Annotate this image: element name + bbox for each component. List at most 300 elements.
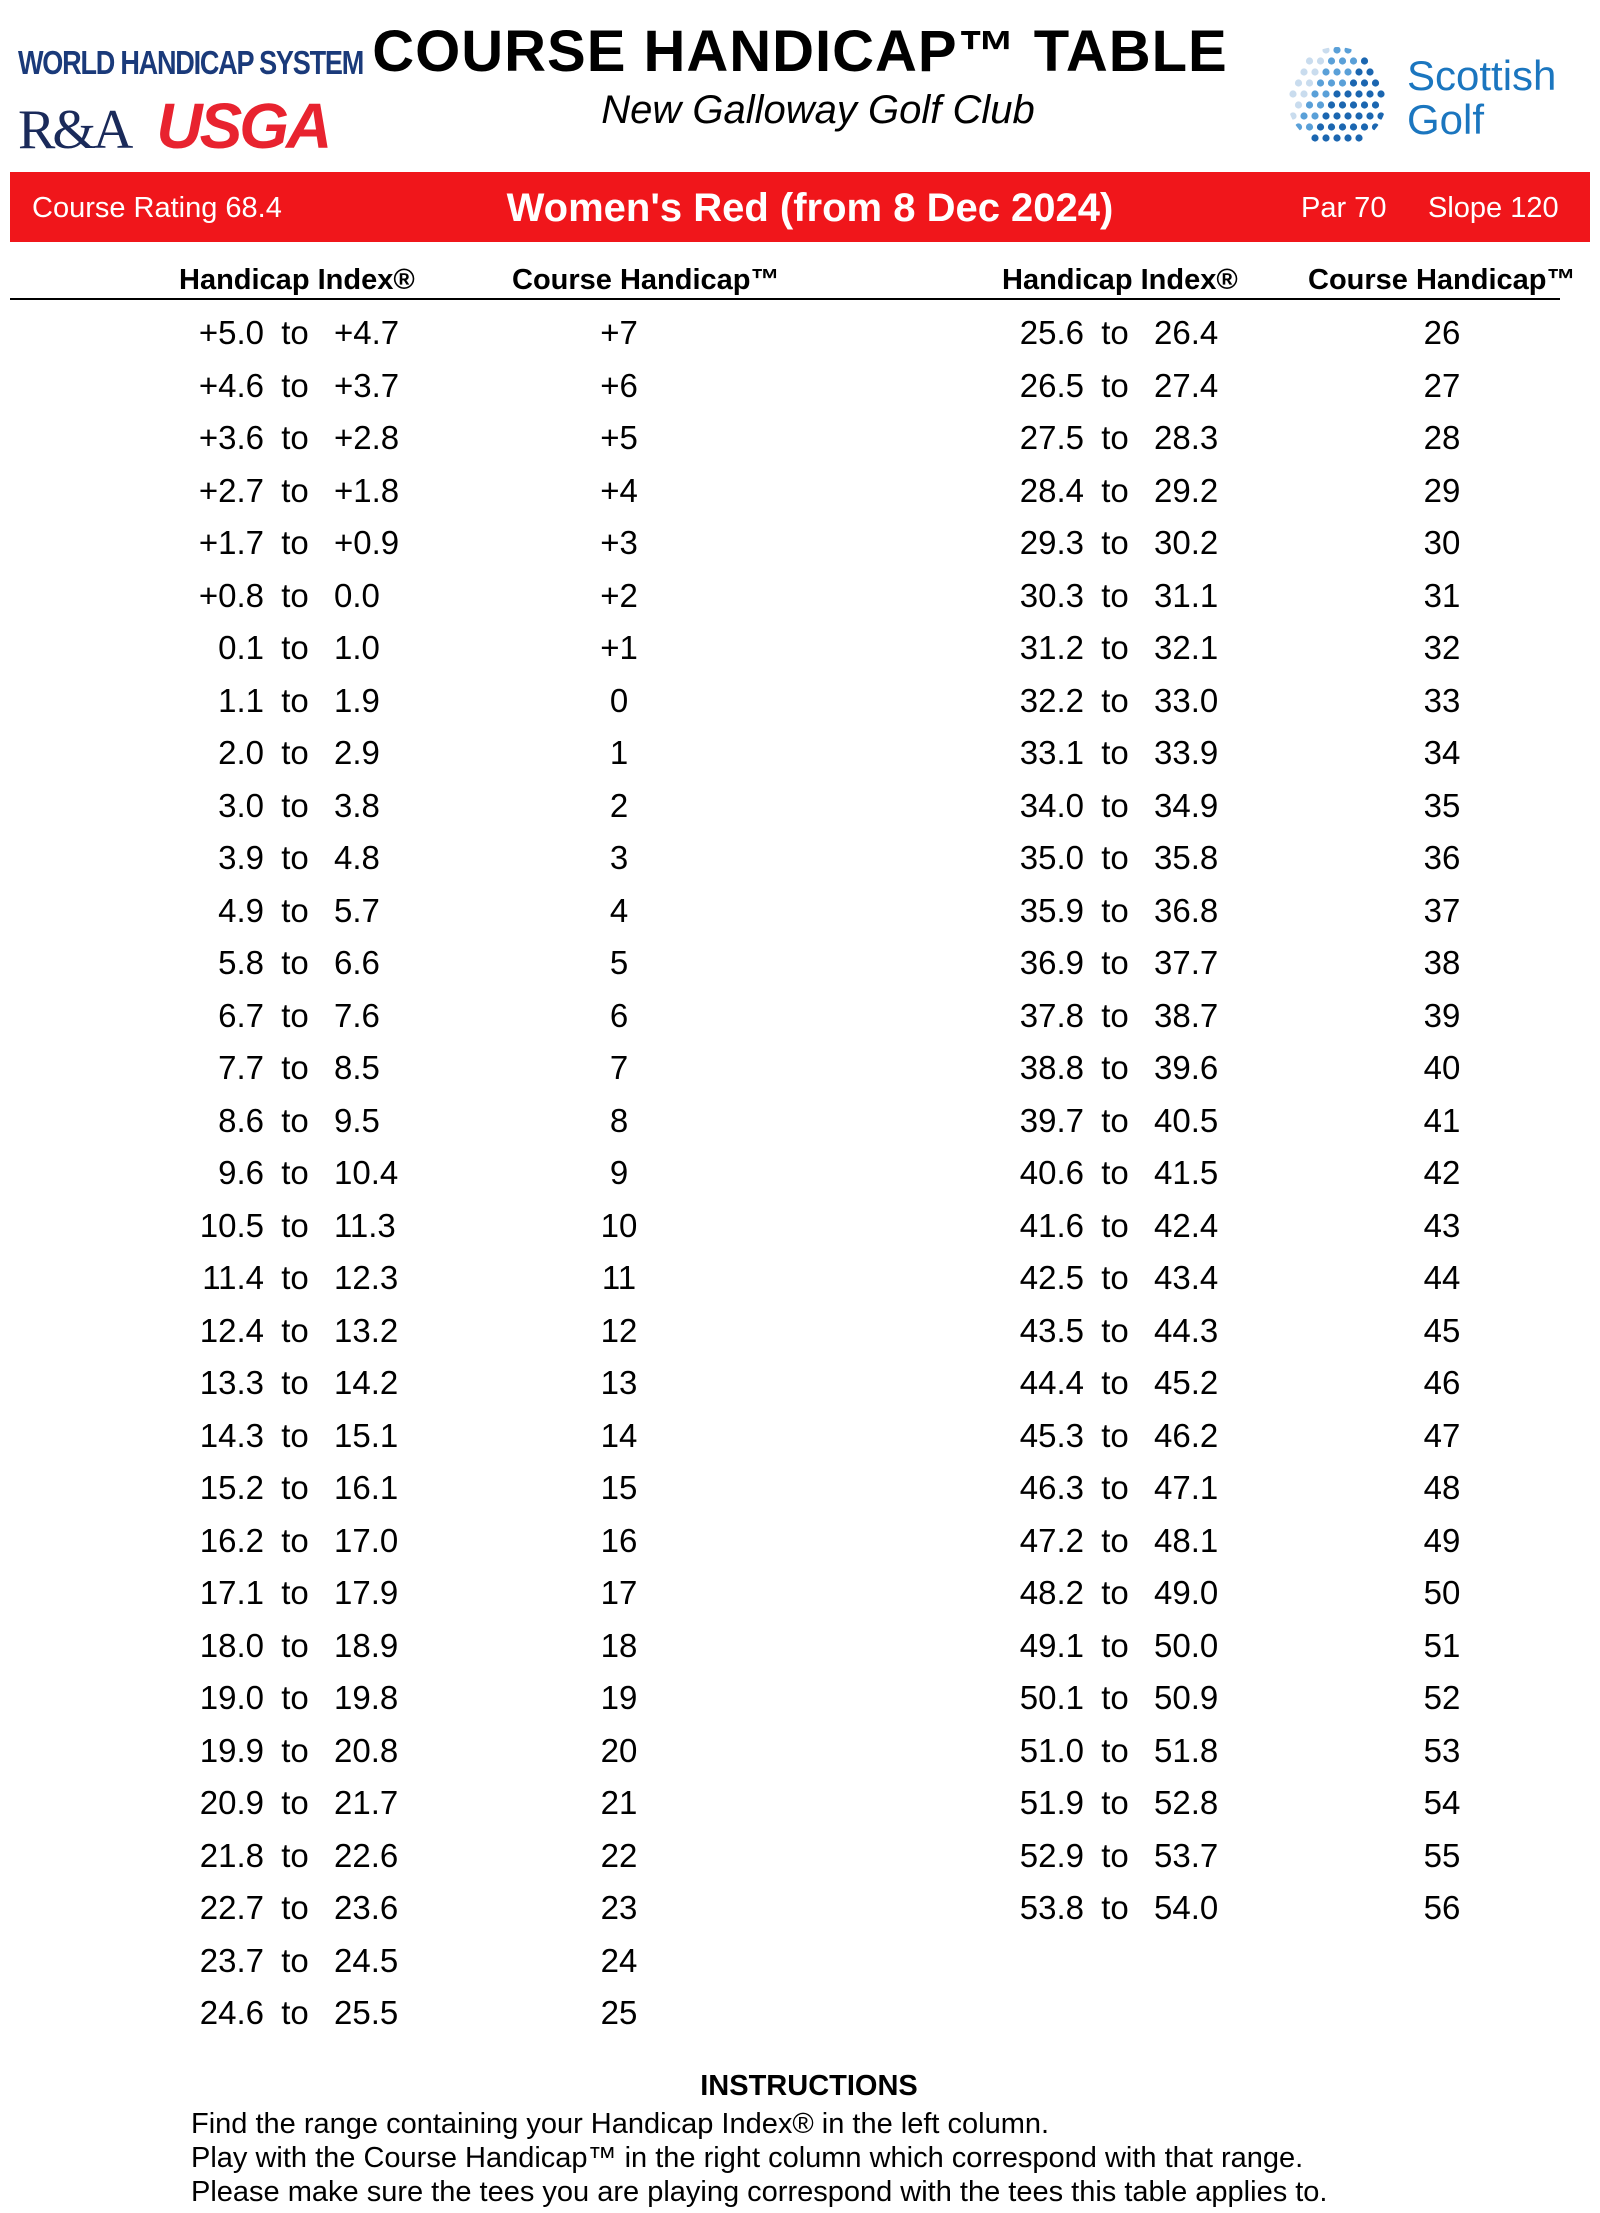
index-to: 54.0 xyxy=(1154,1889,1219,1926)
instruction-line-1: Find the range containing your Handicap Index® in the left column. xyxy=(191,2108,1050,2140)
course-handicap-value: +1 xyxy=(600,629,638,666)
index-from: 0.1 xyxy=(218,629,264,666)
table-row xyxy=(954,1152,1554,1205)
index-from: 53.8 xyxy=(1019,1889,1084,1926)
table-row xyxy=(954,1362,1554,1415)
index-from: 3.9 xyxy=(218,839,264,876)
index-from: +0.8 xyxy=(198,576,264,614)
index-from: 45.3 xyxy=(1019,1416,1084,1454)
index-to: 12.3 xyxy=(334,1259,399,1296)
course-handicap-value: 51 xyxy=(1423,1626,1461,1664)
handicap-table-left xyxy=(134,312,734,2045)
course-handicap-value: 2 xyxy=(609,786,629,824)
index-from: 34.0 xyxy=(1019,786,1084,824)
instruction-line-2: Play with the Course Handicap™ in the right column which correspond with that range. xyxy=(191,2142,1304,2174)
index-to: 25.5 xyxy=(334,1994,399,2031)
course-handicap-value: 33 xyxy=(1423,681,1461,719)
index-from: 27.5 xyxy=(1019,419,1084,456)
course-handicap-value: 43 xyxy=(1423,1206,1461,1244)
to-word: to xyxy=(1101,786,1129,824)
index-from: 46.3 xyxy=(1019,1469,1084,1506)
index-to: 17.9 xyxy=(334,1574,399,1611)
table-row xyxy=(134,417,734,470)
course-handicap-value: 3 xyxy=(609,839,629,876)
index-from: 4.9 xyxy=(218,891,264,929)
to-word: to xyxy=(281,1679,309,1716)
to-word: to xyxy=(281,1101,309,1139)
index-from: 38.8 xyxy=(1019,1049,1084,1086)
index-to: +4.7 xyxy=(334,314,400,351)
index-from: 35.0 xyxy=(1019,839,1084,876)
course-handicap-value: 1 xyxy=(609,734,629,771)
index-to: 36.8 xyxy=(1154,891,1219,929)
course-handicap-value: +6 xyxy=(600,366,638,404)
index-from: +2.7 xyxy=(198,471,264,509)
to-word: to xyxy=(1101,471,1129,509)
to-word: to xyxy=(1101,1364,1129,1401)
to-word: to xyxy=(1101,1206,1129,1244)
course-handicap-value: 13 xyxy=(600,1364,638,1401)
table-row xyxy=(954,627,1554,680)
table-row xyxy=(954,1782,1554,1835)
index-to: 43.4 xyxy=(1154,1259,1219,1296)
course-handicap-value: 50 xyxy=(1423,1574,1461,1611)
tee-info-band xyxy=(10,172,1590,242)
index-from: 51.0 xyxy=(1019,1731,1084,1769)
index-from: 42.5 xyxy=(1019,1259,1084,1296)
index-to: 22.6 xyxy=(334,1836,399,1874)
handicap-table-right xyxy=(954,312,1554,1940)
index-to: 2.9 xyxy=(334,734,380,771)
to-word: to xyxy=(1101,1836,1129,1874)
to-word: to xyxy=(1101,681,1129,719)
to-word: to xyxy=(281,1784,309,1821)
table-row xyxy=(954,1835,1554,1888)
table-row xyxy=(134,522,734,575)
index-from: 19.0 xyxy=(199,1679,264,1716)
course-handicap-value: 32 xyxy=(1423,629,1461,666)
to-word: to xyxy=(281,1889,309,1926)
index-from: 10.5 xyxy=(199,1206,264,1244)
to-word: to xyxy=(281,1574,309,1611)
course-handicap-value: 22 xyxy=(600,1836,638,1874)
to-word: to xyxy=(1101,314,1129,351)
table-row xyxy=(954,1205,1554,1258)
course-handicap-value: 47 xyxy=(1423,1416,1461,1454)
index-to: 4.8 xyxy=(334,839,380,876)
to-word: to xyxy=(1101,1049,1129,1086)
table-row xyxy=(134,1992,734,2045)
usga-logo: USGA xyxy=(156,90,330,162)
index-to: 47.1 xyxy=(1154,1469,1219,1506)
index-to: +1.8 xyxy=(334,471,400,509)
index-to: 1.9 xyxy=(334,681,380,719)
course-handicap-value: 49 xyxy=(1423,1521,1461,1559)
to-word: to xyxy=(1101,839,1129,876)
index-from: +1.7 xyxy=(198,524,264,561)
to-word: to xyxy=(1101,1469,1129,1506)
table-row xyxy=(134,732,734,785)
index-to: 27.4 xyxy=(1154,366,1219,404)
table-row xyxy=(134,1887,734,1940)
table-row xyxy=(134,785,734,838)
index-from: 20.9 xyxy=(199,1784,264,1821)
index-from: 25.6 xyxy=(1019,314,1084,351)
index-to: 33.0 xyxy=(1154,681,1219,719)
slope-value: Slope 120 xyxy=(1428,192,1559,224)
table-row xyxy=(134,1572,734,1625)
to-word: to xyxy=(281,1994,309,2031)
course-handicap-value: 28 xyxy=(1423,419,1461,456)
to-word: to xyxy=(281,734,309,771)
table-row xyxy=(954,837,1554,890)
to-word: to xyxy=(281,1469,309,1506)
course-handicap-value: 36 xyxy=(1423,839,1461,876)
index-from: 13.3 xyxy=(199,1364,264,1401)
table-row xyxy=(134,1467,734,1520)
course-handicap-value: 11 xyxy=(601,1259,637,1296)
table-row xyxy=(134,1835,734,1888)
index-from: 44.4 xyxy=(1019,1364,1084,1401)
table-row xyxy=(134,1100,734,1153)
index-from: 2.0 xyxy=(218,734,264,771)
index-to: 41.5 xyxy=(1154,1154,1219,1191)
index-to: 5.7 xyxy=(334,891,380,929)
index-from: 35.9 xyxy=(1019,891,1084,929)
course-rating: Course Rating 68.4 xyxy=(32,192,282,224)
to-word: to xyxy=(281,1416,309,1454)
header-rule-left xyxy=(10,298,420,300)
to-word: to xyxy=(281,1941,309,1979)
index-from: 49.1 xyxy=(1019,1626,1084,1664)
to-word: to xyxy=(1101,366,1129,404)
index-from: 47.2 xyxy=(1019,1521,1084,1559)
course-handicap-value: 56 xyxy=(1423,1889,1461,1926)
index-from: 11.4 xyxy=(202,1259,264,1296)
course-handicap-value: +5 xyxy=(600,419,638,456)
index-from: 48.2 xyxy=(1019,1574,1084,1611)
index-from: 23.7 xyxy=(199,1941,264,1979)
index-to: 19.8 xyxy=(334,1679,399,1716)
to-word: to xyxy=(1101,629,1129,666)
table-row xyxy=(954,1310,1554,1363)
to-word: to xyxy=(281,1206,309,1244)
index-to: 48.1 xyxy=(1154,1521,1219,1559)
to-word: to xyxy=(1101,524,1129,561)
course-handicap-value: 9 xyxy=(609,1154,629,1191)
index-to: 53.7 xyxy=(1154,1836,1219,1874)
index-to: 15.1 xyxy=(334,1416,399,1454)
index-to: 16.1 xyxy=(334,1469,399,1506)
to-word: to xyxy=(1101,419,1129,456)
index-from: 22.7 xyxy=(199,1889,264,1926)
club-name: New Galloway Golf Club xyxy=(601,88,1035,132)
header-course-handicap-left: Course Handicap™ xyxy=(512,264,780,296)
index-from: 32.2 xyxy=(1019,681,1084,719)
index-to: +0.9 xyxy=(334,524,400,561)
table-row xyxy=(954,1257,1554,1310)
to-word: to xyxy=(281,944,309,981)
index-to: 32.1 xyxy=(1154,629,1219,666)
to-word: to xyxy=(1101,1626,1129,1664)
table-row xyxy=(954,1625,1554,1678)
to-word: to xyxy=(1101,734,1129,771)
index-to: 20.8 xyxy=(334,1731,399,1769)
index-to: 1.0 xyxy=(334,629,380,666)
index-to: 39.6 xyxy=(1154,1049,1219,1086)
to-word: to xyxy=(281,1731,309,1769)
index-from: 28.4 xyxy=(1019,471,1084,509)
course-handicap-value: 30 xyxy=(1423,524,1461,561)
to-word: to xyxy=(281,366,309,404)
to-word: to xyxy=(281,419,309,456)
index-from: 15.2 xyxy=(199,1469,264,1506)
course-handicap-value: +3 xyxy=(600,524,638,561)
index-from: 1.1 xyxy=(218,681,264,719)
course-handicap-value: +4 xyxy=(600,471,638,509)
header-handicap-index-right: Handicap Index® xyxy=(1002,264,1238,296)
index-from: 24.6 xyxy=(199,1994,264,2031)
to-word: to xyxy=(1101,1101,1129,1139)
table-row xyxy=(134,1730,734,1783)
table-row xyxy=(954,680,1554,733)
course-handicap-value: +7 xyxy=(600,314,638,351)
to-word: to xyxy=(1101,1259,1129,1296)
ra-logo: R&A xyxy=(18,99,131,161)
page-title: COURSE HANDICAP™ TABLE xyxy=(372,19,1228,84)
course-handicap-value: 48 xyxy=(1423,1469,1461,1506)
table-row xyxy=(134,942,734,995)
golf-ball-icon xyxy=(1285,42,1395,152)
sg-logo-line2: Golf xyxy=(1407,96,1485,143)
course-handicap-value: 44 xyxy=(1423,1259,1461,1296)
table-row xyxy=(134,1205,734,1258)
index-from: 43.5 xyxy=(1019,1311,1084,1349)
index-to: 18.9 xyxy=(334,1626,399,1664)
instruction-line-3: Please make sure the tees you are playing correspond with the tees this table applies to. xyxy=(191,2176,1328,2208)
to-word: to xyxy=(1101,1889,1129,1926)
to-word: to xyxy=(1101,1731,1129,1769)
table-row xyxy=(954,575,1554,628)
to-word: to xyxy=(281,1154,309,1191)
to-word: to xyxy=(281,1521,309,1559)
index-from: 16.2 xyxy=(199,1521,264,1559)
course-handicap-value: 27 xyxy=(1423,366,1461,404)
index-to: 13.2 xyxy=(334,1311,399,1349)
course-handicap-value: 6 xyxy=(609,996,629,1034)
index-from: 7.7 xyxy=(218,1049,264,1086)
table-row xyxy=(954,1887,1554,1940)
course-handicap-value: 23 xyxy=(600,1889,638,1926)
to-word: to xyxy=(281,1049,309,1086)
index-from: +5.0 xyxy=(198,314,264,351)
course-handicap-value: 53 xyxy=(1423,1731,1461,1769)
index-to: 31.1 xyxy=(1154,576,1219,614)
to-word: to xyxy=(281,839,309,876)
course-handicap-value: 10 xyxy=(600,1206,638,1244)
to-word: to xyxy=(281,1259,309,1296)
to-word: to xyxy=(1101,1154,1129,1191)
header-handicap-index-left: Handicap Index® xyxy=(179,264,415,296)
index-from: 52.9 xyxy=(1019,1836,1084,1874)
to-word: to xyxy=(1101,1416,1129,1454)
course-handicap-value: 41 xyxy=(1423,1101,1461,1139)
course-handicap-value: 29 xyxy=(1423,471,1461,509)
table-row xyxy=(954,942,1554,995)
index-from: 29.3 xyxy=(1019,524,1084,561)
index-to: 52.8 xyxy=(1154,1784,1219,1821)
to-word: to xyxy=(281,1311,309,1349)
index-from: 21.8 xyxy=(199,1836,264,1874)
course-handicap-value: 15 xyxy=(600,1469,638,1506)
table-row xyxy=(954,1415,1554,1468)
course-handicap-value: 25 xyxy=(600,1994,638,2031)
table-row xyxy=(954,1520,1554,1573)
table-row xyxy=(134,627,734,680)
index-to: 3.8 xyxy=(334,786,380,824)
index-from: 26.5 xyxy=(1019,366,1084,404)
index-to: 14.2 xyxy=(334,1364,399,1401)
course-handicap-value: 5 xyxy=(609,944,629,981)
table-row xyxy=(134,1047,734,1100)
to-word: to xyxy=(281,681,309,719)
course-handicap-value: 35 xyxy=(1423,786,1461,824)
index-from: 36.9 xyxy=(1019,944,1084,981)
table-row xyxy=(954,890,1554,943)
table-row xyxy=(134,1310,734,1363)
scottish-golf-logo xyxy=(1285,42,1585,152)
index-to: 51.8 xyxy=(1154,1731,1219,1769)
to-word: to xyxy=(281,786,309,824)
tee-name: Women's Red (from 8 Dec 2024) xyxy=(506,186,1114,230)
index-to: 11.3 xyxy=(334,1206,396,1244)
table-row xyxy=(954,1572,1554,1625)
course-handicap-value: 18 xyxy=(600,1626,638,1664)
table-row xyxy=(134,1520,734,1573)
table-row xyxy=(134,1677,734,1730)
course-handicap-value: 34 xyxy=(1423,734,1461,771)
table-row xyxy=(954,312,1554,365)
table-row xyxy=(954,1467,1554,1520)
course-handicap-value: +2 xyxy=(600,576,638,614)
index-to: 34.9 xyxy=(1154,786,1219,824)
course-handicap-value: 52 xyxy=(1423,1679,1461,1716)
course-handicap-value: 21 xyxy=(600,1784,638,1821)
index-from: 30.3 xyxy=(1019,576,1084,614)
course-handicap-value: 19 xyxy=(600,1679,638,1716)
index-from: 3.0 xyxy=(218,786,264,824)
to-word: to xyxy=(1101,996,1129,1034)
instructions-title: INSTRUCTIONS xyxy=(700,2070,918,2102)
table-row xyxy=(954,995,1554,1048)
index-from: 31.2 xyxy=(1019,629,1084,666)
table-row xyxy=(954,1100,1554,1153)
table-row xyxy=(134,890,734,943)
index-from: 19.9 xyxy=(199,1731,264,1769)
index-from: 14.3 xyxy=(199,1416,264,1454)
index-to: 8.5 xyxy=(334,1049,380,1086)
table-row xyxy=(134,837,734,890)
course-handicap-value: 20 xyxy=(600,1731,638,1769)
index-to: 35.8 xyxy=(1154,839,1219,876)
to-word: to xyxy=(281,471,309,509)
table-row xyxy=(134,575,734,628)
to-word: to xyxy=(1101,1574,1129,1611)
table-row xyxy=(134,1152,734,1205)
table-row xyxy=(954,732,1554,785)
table-row xyxy=(134,1940,734,1993)
index-to: 9.5 xyxy=(334,1101,380,1139)
table-row xyxy=(954,1730,1554,1783)
index-from: 5.8 xyxy=(218,944,264,981)
table-row xyxy=(134,995,734,1048)
course-handicap-value: 38 xyxy=(1423,944,1461,981)
table-row xyxy=(954,785,1554,838)
course-handicap-value: 14 xyxy=(600,1416,638,1454)
index-to: 49.0 xyxy=(1154,1574,1219,1611)
table-row xyxy=(134,1625,734,1678)
course-handicap-value: 8 xyxy=(609,1101,629,1139)
table-row xyxy=(954,1677,1554,1730)
index-from: 33.1 xyxy=(1019,734,1084,771)
header-course-handicap-right: Course Handicap™ xyxy=(1308,264,1576,296)
course-handicap-value: 45 xyxy=(1423,1311,1461,1349)
index-from: +3.6 xyxy=(198,419,264,456)
table-row xyxy=(134,470,734,523)
index-to: 26.4 xyxy=(1154,314,1219,351)
index-to: 50.9 xyxy=(1154,1679,1219,1716)
index-to: 7.6 xyxy=(334,996,380,1034)
course-handicap-value: 46 xyxy=(1423,1364,1461,1401)
index-from: 18.0 xyxy=(199,1626,264,1664)
to-word: to xyxy=(281,524,309,561)
table-row xyxy=(134,1362,734,1415)
index-to: 46.2 xyxy=(1154,1416,1219,1454)
index-from: 6.7 xyxy=(218,996,264,1034)
course-handicap-value: 17 xyxy=(600,1574,638,1611)
whs-logo-text: WORLD HANDICAP SYSTEM xyxy=(18,44,364,81)
course-handicap-value: 55 xyxy=(1423,1836,1461,1874)
index-from: 50.1 xyxy=(1019,1679,1084,1716)
course-handicap-value: 54 xyxy=(1423,1784,1461,1821)
index-to: 21.7 xyxy=(334,1784,399,1821)
index-from: 41.6 xyxy=(1019,1206,1084,1244)
to-word: to xyxy=(281,629,309,666)
table-row xyxy=(134,680,734,733)
to-word: to xyxy=(281,996,309,1034)
to-word: to xyxy=(281,1836,309,1874)
index-from: +4.6 xyxy=(198,366,264,404)
to-word: to xyxy=(1101,1679,1129,1716)
table-row xyxy=(954,365,1554,418)
course-handicap-value: 12 xyxy=(600,1311,638,1349)
table-row xyxy=(134,312,734,365)
index-to: 6.6 xyxy=(334,944,380,981)
index-to: 24.5 xyxy=(334,1941,399,1979)
to-word: to xyxy=(1101,891,1129,929)
index-from: 37.8 xyxy=(1019,996,1084,1034)
table-row xyxy=(954,522,1554,575)
to-word: to xyxy=(281,576,309,614)
to-word: to xyxy=(281,1364,309,1401)
course-handicap-value: 7 xyxy=(609,1049,629,1086)
index-to: 33.9 xyxy=(1154,734,1219,771)
index-to: 50.0 xyxy=(1154,1626,1219,1664)
to-word: to xyxy=(1101,944,1129,981)
index-to: 42.4 xyxy=(1154,1206,1219,1244)
table-row xyxy=(954,1047,1554,1100)
course-handicap-value: 39 xyxy=(1423,996,1461,1034)
